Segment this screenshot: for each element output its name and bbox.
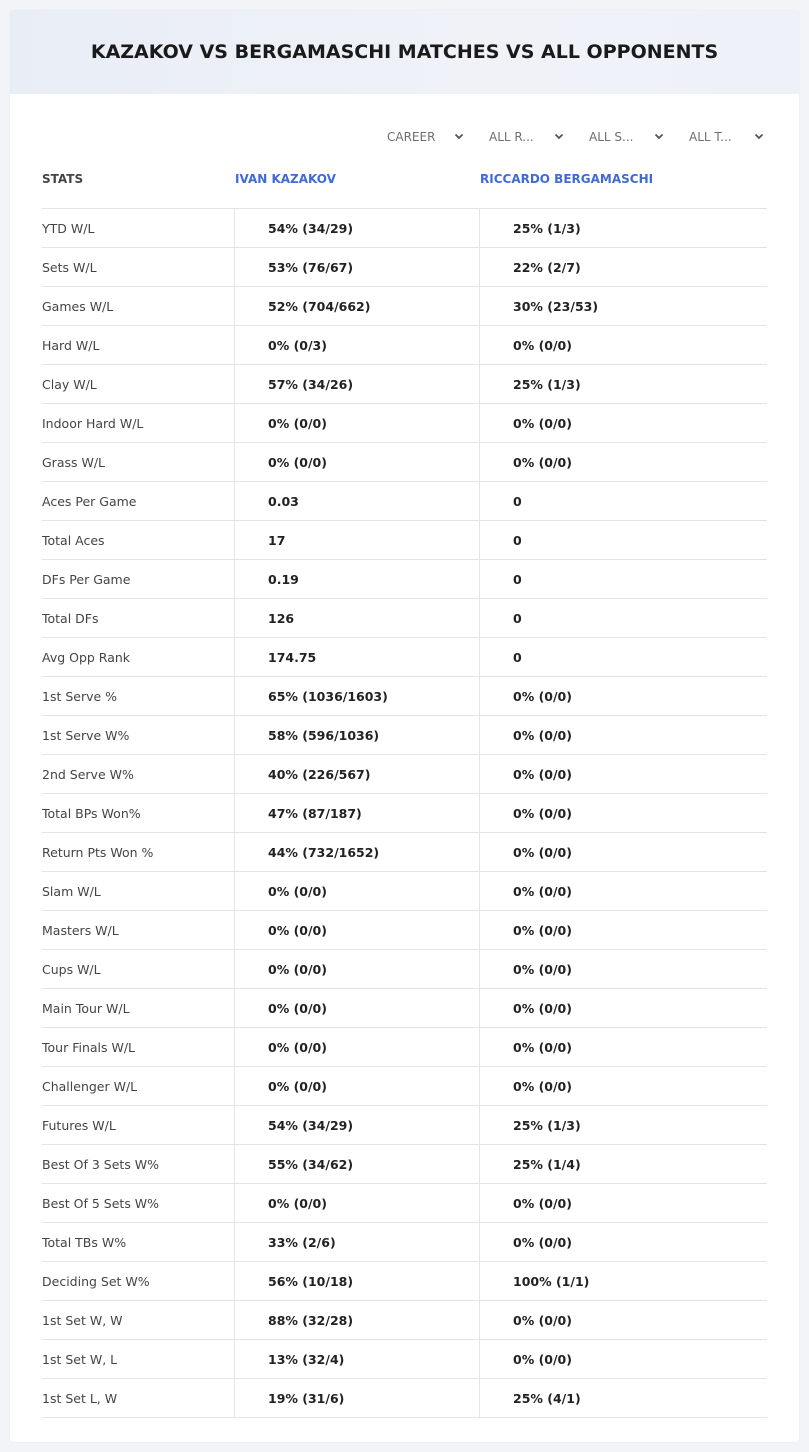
player2-value: 0% (0/0) [479,1028,767,1066]
player1-value: 54% (34/29) [234,1106,479,1144]
stat-label: Clay W/L [42,376,97,392]
player2-value: 25% (1/3) [479,1106,767,1144]
chevron-down-icon [653,130,665,142]
player1-value: 44% (732/1652) [234,833,479,871]
player2-value: 0% (0/0) [479,911,767,949]
stat-label: Sets W/L [42,259,97,275]
player1-value: 17 [234,521,479,559]
player1-value: 33% (2/6) [234,1223,479,1261]
player2-value: 0% (0/0) [479,326,767,364]
stat-label: Cups W/L [42,961,101,977]
player2-value: 0% (0/0) [479,1340,767,1378]
player1-value: 0% (0/0) [234,989,479,1027]
table-row [42,1262,767,1301]
stat-label: Futures W/L [42,1117,116,1133]
table-row [42,326,767,365]
player1-value: 0% (0/0) [234,1067,479,1105]
player2-value: 0 [479,560,767,598]
stat-label: Grass W/L [42,454,106,470]
table-row [42,1145,767,1184]
stat-label: Total BPs Won% [42,805,141,821]
filter-label: ALL R... [489,130,534,144]
player2-value: 25% (1/4) [479,1145,767,1183]
table-row [42,638,767,677]
player1-value: 47% (87/187) [234,794,479,832]
stat-label: 1st Serve W% [42,727,130,743]
player2-value: 0% (0/0) [479,833,767,871]
player1-value: 53% (76/67) [234,248,479,286]
player2-value: 0 [479,482,767,520]
table-row [42,1067,767,1106]
player2-value: 0% (0/0) [479,443,767,481]
player2-value: 0% (0/0) [479,677,767,715]
player1-value: 0% (0/0) [234,911,479,949]
stat-label: Total TBs W% [42,1234,127,1250]
table-row [42,521,767,560]
filter-period-select[interactable] [377,126,467,148]
table-row [42,443,767,482]
page-title: KAZAKOV VS BERGAMASCHI MATCHES VS ALL OPPONENTS [90,41,719,63]
stat-label: 2nd Serve W% [42,766,134,782]
player1-value: 40% (226/567) [234,755,479,793]
table-row [42,911,767,950]
stat-label: Return Pts Won % [42,844,154,860]
stat-label: Indoor Hard W/L [42,415,144,431]
player1-value: 54% (34/29) [234,209,479,247]
stat-label: 1st Set W, L [42,1351,118,1367]
filter-surface-select[interactable] [567,126,667,148]
player2-value: 0% (0/0) [479,755,767,793]
player2-value: 100% (1/1) [479,1262,767,1300]
table-row [42,950,767,989]
stat-label: Best Of 3 Sets W% [42,1156,160,1172]
table-row [42,833,767,872]
player1-value: 174.75 [234,638,479,676]
stat-label: Avg Opp Rank [42,649,131,665]
player1-value: 0% (0/0) [234,1028,479,1066]
table-row [42,248,767,287]
player2-value: 0% (0/0) [479,1223,767,1261]
player1-value: 0.19 [234,560,479,598]
table-row [42,872,767,911]
player2-value: 25% (4/1) [479,1379,767,1417]
stat-label: 1st Set L, W [42,1390,118,1406]
player2-value: 30% (23/53) [479,287,767,325]
filter-label: ALL T... [689,130,732,144]
filter-bar [377,126,767,148]
table-row [42,365,767,404]
table-row [42,1301,767,1340]
table-row [42,560,767,599]
player1-value: 0% (0/0) [234,404,479,442]
stats-table [42,208,767,1418]
stat-label: Aces Per Game [42,493,137,509]
player1-value: 58% (596/1036) [234,716,479,754]
page-header [10,10,799,94]
player2-value: 0% (0/0) [479,872,767,910]
table-row [42,482,767,521]
stat-label: Deciding Set W% [42,1273,150,1289]
table-row [42,677,767,716]
filter-tournament-select[interactable] [667,126,767,148]
table-row [42,716,767,755]
stat-label: YTD W/L [42,220,95,236]
player2-link[interactable]: RICCARDO BERGAMASCHI [480,172,654,186]
table-row [42,1223,767,1262]
player2-value: 0% (0/0) [479,1184,767,1222]
player1-value: 19% (31/6) [234,1379,479,1417]
player2-value: 0% (0/0) [479,1301,767,1339]
player1-value: 13% (32/4) [234,1340,479,1378]
player2-value: 25% (1/3) [479,209,767,247]
player1-value: 52% (704/662) [234,287,479,325]
table-row [42,404,767,443]
player1-value: 65% (1036/1603) [234,677,479,715]
stat-label: Main Tour W/L [42,1000,130,1016]
stat-label: Hard W/L [42,337,100,353]
player1-value: 0% (0/3) [234,326,479,364]
stat-label: Best Of 5 Sets W% [42,1195,160,1211]
stat-label: 1st Serve % [42,688,118,704]
stat-label: Challenger W/L [42,1078,138,1094]
player1-value: 56% (10/18) [234,1262,479,1300]
column-header-stats: STATS [42,172,84,186]
stat-label: Games W/L [42,298,114,314]
player2-value: 0% (0/0) [479,404,767,442]
filter-label: CAREER [387,130,436,144]
player1-value: 0% (0/0) [234,1184,479,1222]
player1-link[interactable]: IVAN KAZAKOV [235,172,336,186]
stats-card [10,10,799,1442]
table-row [42,287,767,326]
player1-value: 88% (32/28) [234,1301,479,1339]
stat-label: Masters W/L [42,922,119,938]
player2-value: 0% (0/0) [479,989,767,1027]
player1-value: 0% (0/0) [234,872,479,910]
table-row [42,755,767,794]
player1-value: 0% (0/0) [234,950,479,988]
player2-value: 0 [479,638,767,676]
stat-label: Total DFs [42,610,99,626]
stat-label: 1st Set W, W [42,1312,123,1328]
table-row [42,1028,767,1067]
table-row [42,794,767,833]
player1-value: 0% (0/0) [234,443,479,481]
player2-value: 0% (0/0) [479,950,767,988]
chevron-down-icon [753,130,765,142]
table-row [42,1184,767,1223]
filter-label: ALL S... [589,130,634,144]
table-row [42,1340,767,1379]
table-row [42,1379,767,1418]
player2-value: 0 [479,599,767,637]
player2-value: 22% (2/7) [479,248,767,286]
stat-label: Tour Finals W/L [42,1039,136,1055]
player1-value: 126 [234,599,479,637]
table-row [42,599,767,638]
player2-value: 25% (1/3) [479,365,767,403]
filter-round-select[interactable] [467,126,567,148]
chevron-down-icon [453,130,465,142]
stat-label: Slam W/L [42,883,101,899]
chevron-down-icon [553,130,565,142]
player2-value: 0% (0/0) [479,716,767,754]
table-row [42,989,767,1028]
stat-label: DFs Per Game [42,571,131,587]
player2-value: 0% (0/0) [479,1067,767,1105]
player2-value: 0 [479,521,767,559]
player2-value: 0% (0/0) [479,794,767,832]
table-row [42,209,767,248]
table-row [42,1106,767,1145]
stat-label: Total Aces [42,532,105,548]
player1-value: 55% (34/62) [234,1145,479,1183]
player1-value: 0.03 [234,482,479,520]
player1-value: 57% (34/26) [234,365,479,403]
